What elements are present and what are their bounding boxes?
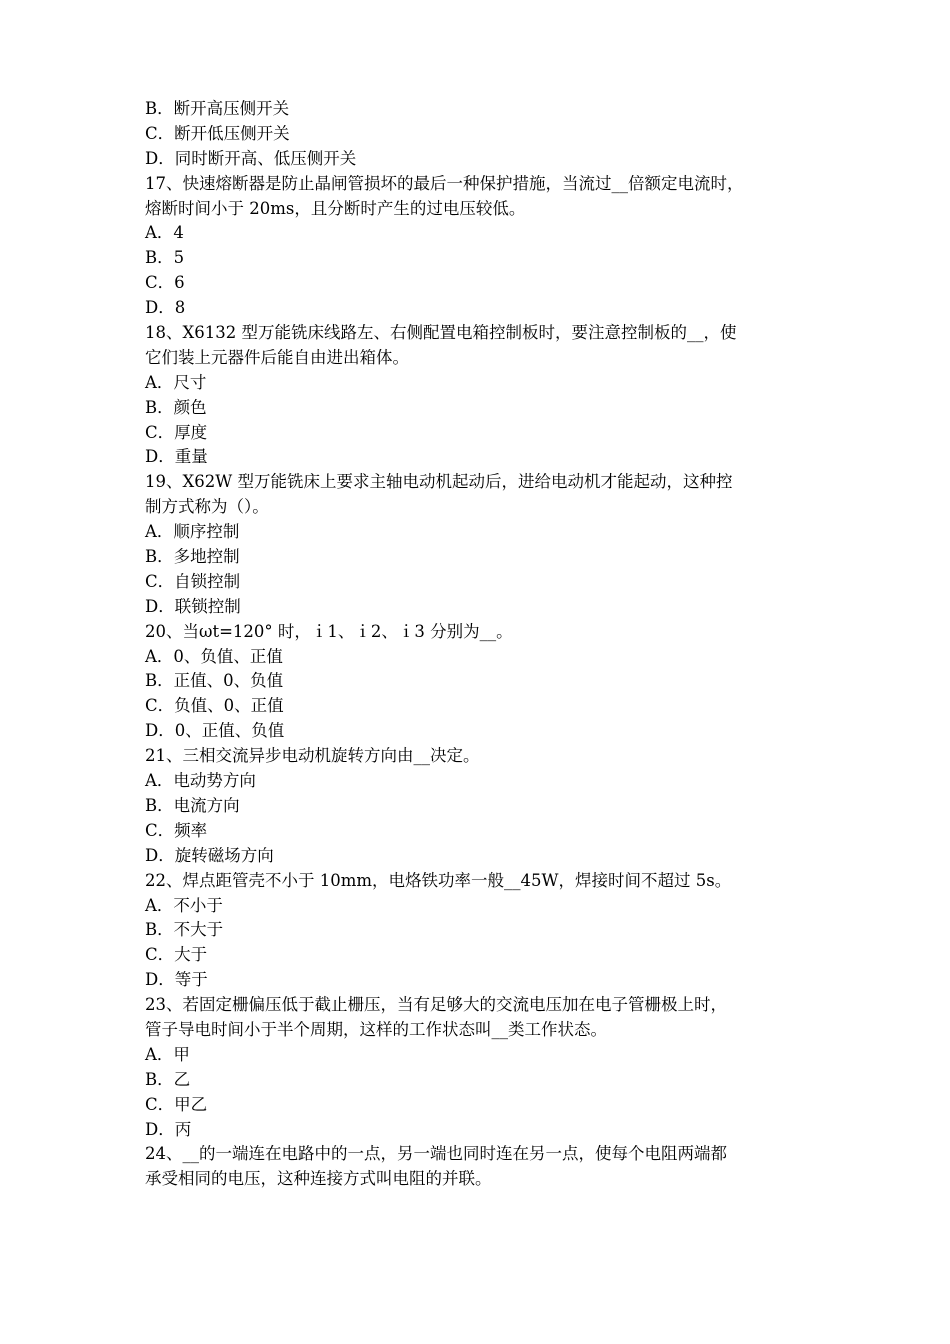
question-21-line-1: 21、三相交流异步电动机旋转方向由__决定。	[145, 746, 480, 766]
question-23-line-1: 23、若固定栅偏压低于截止栅压，当有足够大的交流电压加在电子管栅极上时，	[145, 995, 727, 1015]
option-c-q22: C．大于	[145, 945, 208, 965]
option-c-q19: C．自锁控制	[145, 571, 241, 591]
option-b-q18: B．颜色	[145, 397, 207, 417]
option-a-q22: A．不小于	[145, 895, 223, 915]
option-d-q19: D．联锁控制	[145, 596, 241, 616]
question-19-line-1: 19、X62W 型万能铣床上要求主轴电动机起动后，进给电动机才能起动，这种控	[145, 472, 733, 492]
option-d-q18: D．重量	[145, 447, 208, 467]
question-18-line-1: 18、X6132 型万能铣床线路左、右侧配置电箱控制板时，要注意控制板的__，使	[145, 323, 737, 343]
option-b-q22: B．不大于	[145, 920, 224, 940]
option-c-q21: C．频率	[145, 820, 208, 840]
question-17-line-1: 17、快速熔断器是防止晶闸管损坏的最后一种保护措施，当流过__倍额定电流时，	[145, 173, 744, 193]
option-a-q21: A．电动势方向	[145, 771, 256, 791]
question-text-block	[145, 97, 810, 1192]
question-20-line-1: 20、当ωt=120° 时，ｉ1、ｉ2、ｉ3 分别为__。	[145, 621, 513, 641]
option-c-q20: C．负值、0、正值	[145, 696, 284, 716]
question-24-line-2: 承受相同的电压，这种连接方式叫电阻的并联。	[145, 1169, 492, 1189]
option-d-q16: D．同时断开高、低压侧开关	[145, 148, 357, 168]
option-d-q20: D．0、正值、负值	[145, 721, 285, 741]
option-a-q19: A．顺序控制	[145, 522, 240, 542]
option-b-q17: B．5	[145, 248, 185, 268]
option-c-q16: C．断开低压侧开关	[145, 123, 290, 143]
option-a-q23: A．甲	[145, 1044, 190, 1064]
option-c-q18: C．厚度	[145, 422, 208, 442]
option-c-q17: C．6	[145, 273, 185, 293]
option-b-q19: B．多地控制	[145, 547, 240, 567]
question-17-line-2: 熔断时间小于 20ms，且分断时产生的过电压较低。	[145, 198, 526, 218]
option-d-q21: D．旋转磁场方向	[145, 845, 274, 865]
option-a-q17: A．4	[145, 223, 184, 243]
question-23-line-2: 管子导电时间小于半个周期，这样的工作状态叫__类工作状态。	[145, 1019, 607, 1039]
option-b-q16: B．断开高压侧开关	[145, 99, 290, 118]
option-b-q23: B．乙	[145, 1069, 191, 1089]
option-a-q18: A．尺寸	[145, 372, 207, 392]
option-d-q23: D．丙	[145, 1119, 192, 1139]
question-22-line-1: 22、焊点距管壳不小于 10mm，电烙铁功率一般__45W，焊接时间不超过 5s。	[145, 870, 732, 890]
option-a-q20: A．0、负值、正值	[145, 646, 283, 666]
option-d-q17: D．8	[145, 298, 186, 318]
option-d-q22: D．等于	[145, 970, 208, 990]
question-19-line-2: 制方式称为（）。	[145, 497, 269, 517]
question-18-line-2: 它们装上元器件后能自由进出箱体。	[145, 347, 409, 367]
question-24-line-1: 24、__的一端连在电路中的一点，另一端也同时连在另一点，使每个电阻两端都	[145, 1144, 727, 1164]
option-b-q20: B．正值、0、负值	[145, 671, 284, 691]
option-b-q21: B．电流方向	[145, 795, 240, 815]
option-c-q23: C．甲乙	[145, 1094, 208, 1114]
